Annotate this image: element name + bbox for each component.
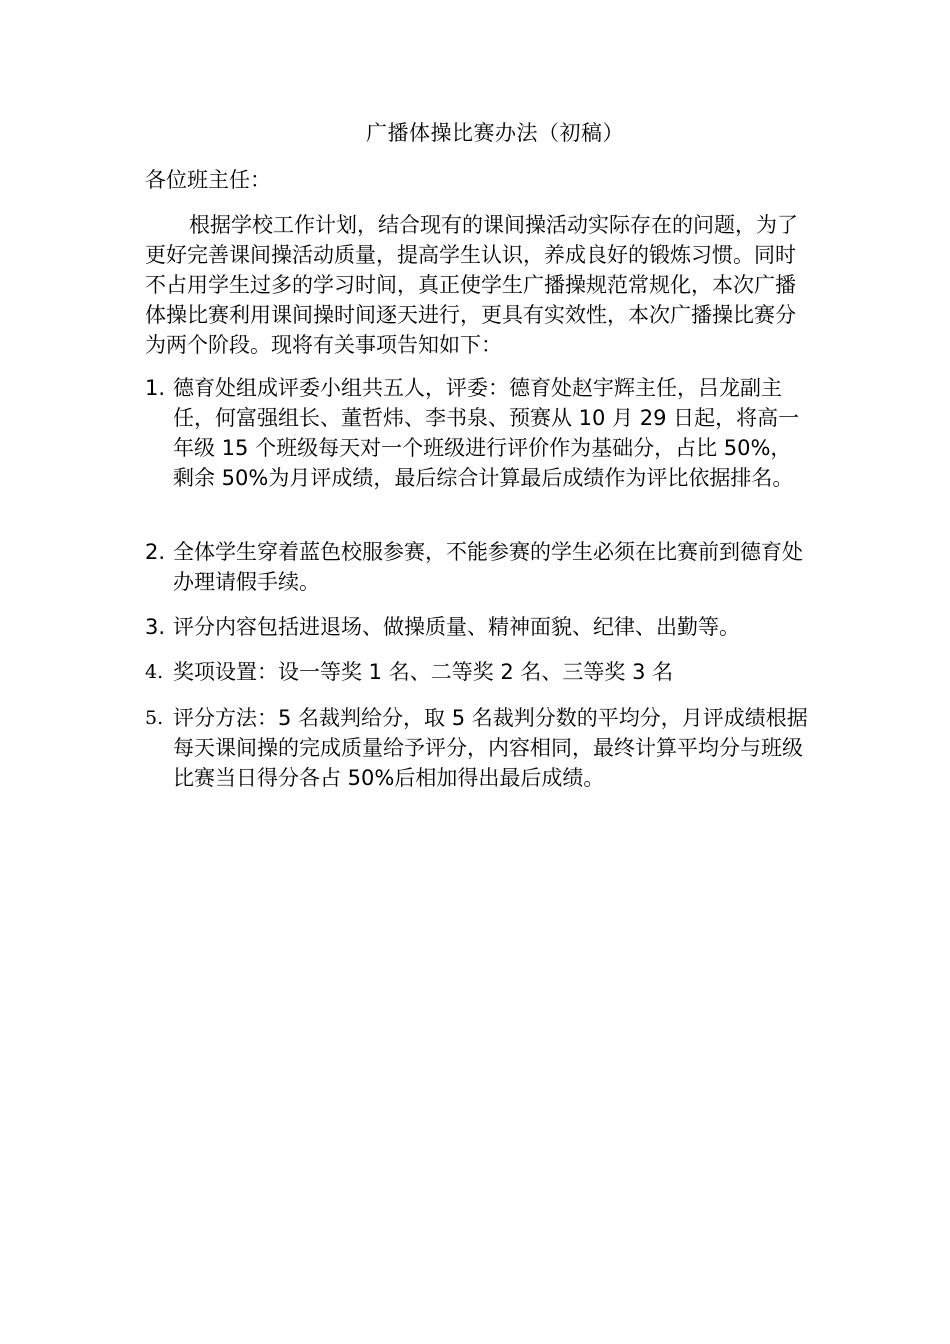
list-item-3 [145,612,810,642]
list-item-number: 1. [145,376,166,400]
list-item-number: 4. [145,661,164,683]
list-item-1 [145,373,810,493]
list-item-4 [145,657,810,687]
list-item-number: 2. [145,540,166,564]
list-item-number: 5. [145,707,164,729]
intro-paragraph: 根据学校工作计划，结合现有的课间操活动实际存在的问题，为了更好完善课间操活动质量，提高学生认识，养成良好的锻炼习惯。同时不占用学生过多的学习时间，真正使学生广播操规范常规化，本次广播体操比赛利用课间操时间逐天进行，更具有实效性，本次广播操比赛分为两个阶段。现将有关事项告知如下： [145,213,798,357]
document-title: 广播体操比赛办法（初稿） [366,121,624,145]
list-item-text: 评分内容包括进退场、做操质量、精神面貌、纪律、出勤等。 [173,615,740,639]
list-item-2 [145,537,810,597]
list-item-text: 德育处组成评委小组共五人，评委：德育处赵宇辉主任，吕龙副主任，何富强组长、董哲炜、李书泉、预赛从 10 月 29 日起，将高一年级 15 个班级每天对一个班级进行评价作为基础分，占比 50%，剩余 50%为月评成绩，最后综合计算最后成绩作为评比依据排名。 [173,376,800,490]
list-item-5 [145,703,810,793]
list-item-number: 3. [145,615,166,639]
list-item-text: 全体学生穿着蓝色校服参赛，不能参赛的学生必须在比赛前到德育处办理请假手续。 [173,540,803,594]
greeting: 各位班主任： [145,168,271,192]
list-item-text: 奖项设置：设一等奖 1 名、二等奖 2 名、三等奖 3 名 [173,660,674,684]
list-item-text: 评分方法：5 名裁判给分，取 5 名裁判分数的平均分，月评成绩根据每天课间操的完成质量给予评分，内容相同，最终计算平均分与班级比赛当日得分各占 50%后相加得出最后成绩。 [173,706,808,790]
